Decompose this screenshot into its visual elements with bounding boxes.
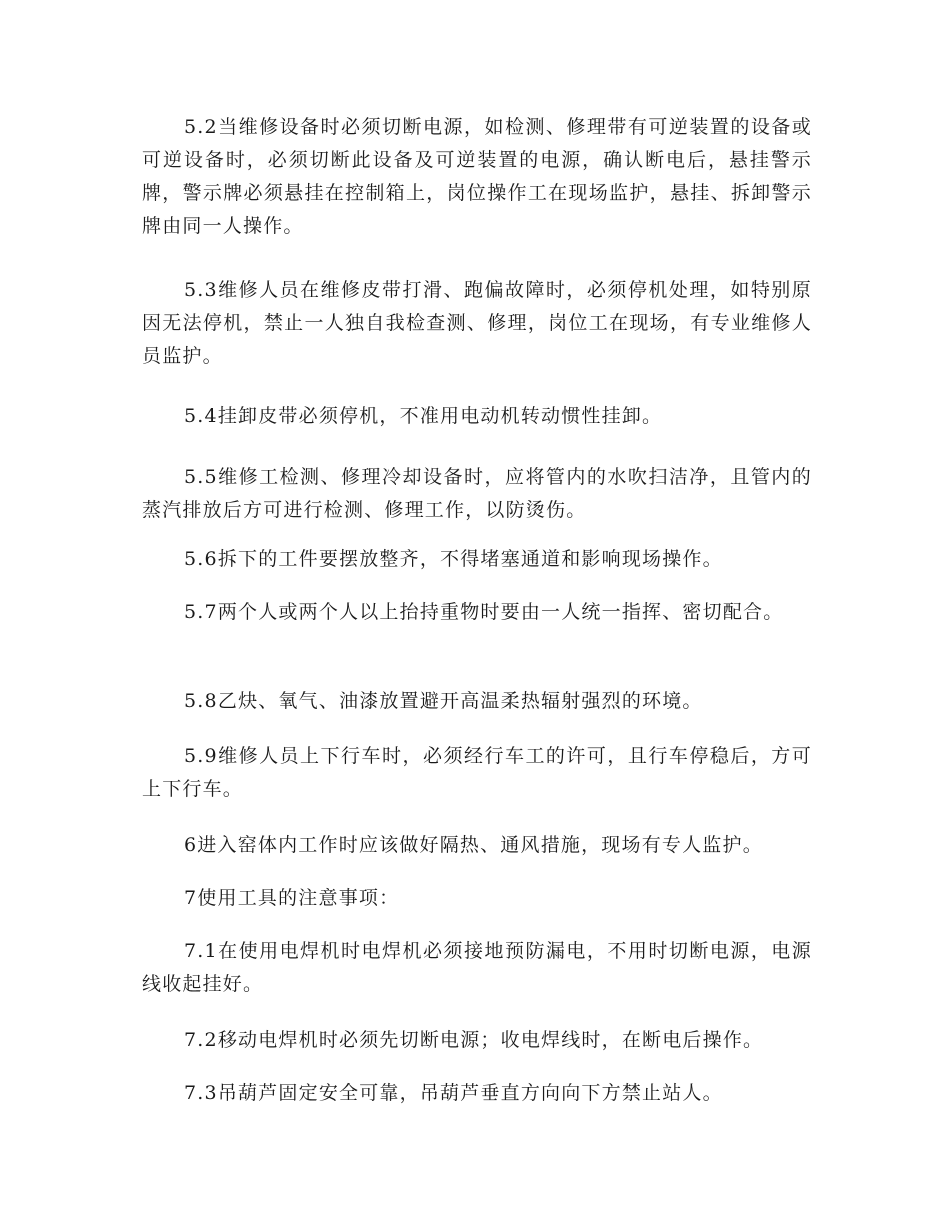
paragraph-5-6: 5.6拆下的工件要摆放整齐，不得堵塞通道和影响现场操作。: [184, 548, 723, 570]
paragraph-5-2: 5.2当维修设备时必须切断电源，如检测、修理带有可逆装置的设备或可逆设备时，必须切断此设备及可逆装置的电源，确认断电后，悬挂警示牌，警示牌必须悬挂在控制箱上，岗位操作工在现场监护，悬挂、拆卸警示牌由同一人操作。: [142, 116, 812, 237]
paragraph-7-3: 7.3吊葫芦固定安全可靠，吊葫芦垂直方向向下方禁止站人。: [184, 1082, 723, 1104]
paragraph-5-8: 5.8乙炔、氧气、油漆放置避开高温柔热辐射强烈的环境。: [184, 690, 703, 712]
paragraph-5-7: 5.7两个人或两个人以上抬持重物时要由一人统一指挥、密切配合。: [184, 601, 784, 623]
paragraph-5-5: 5.5维修工检测、修理冷却设备时，应将管内的水吹扫洁净，且管内的蒸汽排放后方可进行检测、修理工作，以防烫伤。: [142, 466, 812, 521]
paragraph-6: 6进入窑体内工作时应该做好隔热、通风措施，现场有专人监护。: [184, 834, 763, 856]
paragraph-7-2: 7.2移动电焊机时必须先切断电源；收电焊线时，在断电后操作。: [184, 1029, 764, 1051]
paragraph-5-9: 5.9维修人员上下行车时，必须经行车工的许可，且行车停稳后，方可上下行车。: [142, 745, 812, 800]
paragraph-7-1: 7.1在使用电焊机时电焊机必须接地预防漏电，不用时切断电源，电源线收起挂好。: [142, 940, 812, 995]
paragraph-5-3: 5.3维修人员在维修皮带打滑、跑偏故障时，必须停机处理，如特别原因无法停机，禁止一人独自我检查测、修理，岗位工在现场，有专业维修人员监护。: [142, 279, 812, 367]
paragraph-5-4: 5.4挂卸皮带必须停机，不准用电动机转动惯性挂卸。: [184, 405, 663, 427]
paragraph-7: 7使用工具的注意事项：: [184, 887, 400, 909]
